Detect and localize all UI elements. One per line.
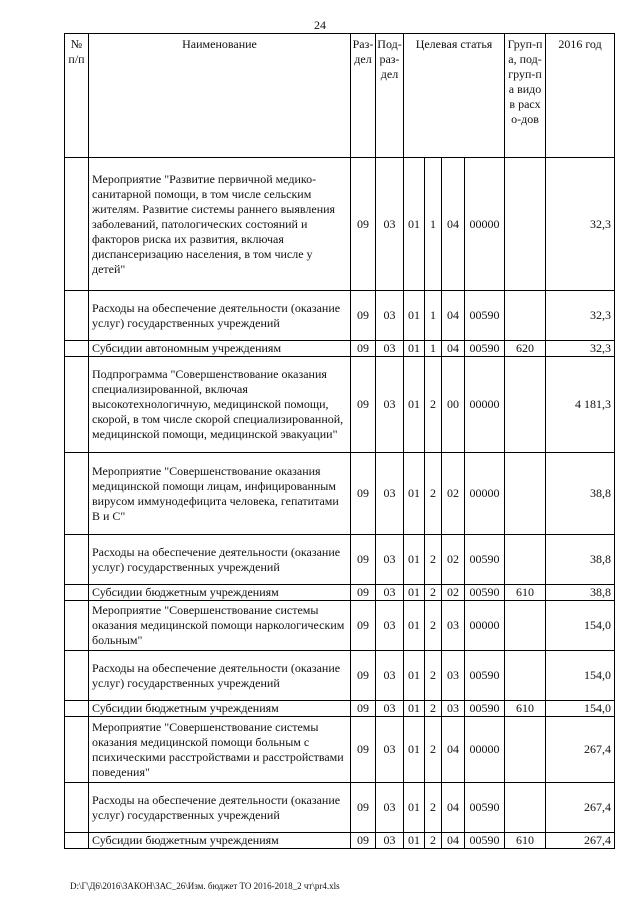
cell-name: Подпрограмма "Совершенствование оказания специализированной, включая высокотехнологичную, медицинской помощи, скорой, в том числе скорой специализированной, медицинской помощи, медицинской эвакуации" bbox=[89, 357, 351, 453]
cell-target-3: 04 bbox=[442, 833, 465, 849]
cell-num bbox=[65, 453, 89, 535]
cell-podrazdel: 03 bbox=[376, 783, 404, 833]
cell-target-1: 01 bbox=[404, 783, 425, 833]
budget-table bbox=[64, 33, 615, 849]
cell-target-4: 00590 bbox=[465, 341, 505, 357]
cell-razdel: 09 bbox=[351, 357, 376, 453]
cell-amount: 267,4 bbox=[546, 783, 615, 833]
cell-name: Субсидии автономным учреждениям bbox=[89, 341, 351, 357]
cell-num bbox=[65, 535, 89, 585]
cell-amount: 32,3 bbox=[546, 291, 615, 341]
cell-target-1: 01 bbox=[404, 357, 425, 453]
cell-target-2: 2 bbox=[425, 701, 442, 717]
cell-num bbox=[65, 651, 89, 701]
cell-name: Расходы на обеспечение деятельности (оказание услуг) государственных учреждений bbox=[89, 783, 351, 833]
table-row bbox=[65, 701, 615, 717]
cell-podrazdel: 03 bbox=[376, 158, 404, 291]
cell-name: Мероприятие "Развитие первичной медико-санитарной помощи, в том числе сельским жителям. Развитие системы раннего выявления заболеваний, патологических состояний и факторов риска их развития, включая диспансеризацию населения, в том числе у детей" bbox=[89, 158, 351, 291]
table-row bbox=[65, 717, 615, 783]
cell-target-3: 03 bbox=[442, 701, 465, 717]
cell-target-1: 01 bbox=[404, 585, 425, 601]
table-row bbox=[65, 291, 615, 341]
cell-amount: 267,4 bbox=[546, 833, 615, 849]
cell-name: Мероприятие "Совершенствование системы оказания медицинской помощи больным с психическими расстройствами и расстройствами поведения" bbox=[89, 717, 351, 783]
cell-name: Субсидии бюджетным учреждениям bbox=[89, 701, 351, 717]
cell-target-4: 00000 bbox=[465, 158, 505, 291]
table-row bbox=[65, 783, 615, 833]
cell-razdel: 09 bbox=[351, 833, 376, 849]
cell-amount: 154,0 bbox=[546, 701, 615, 717]
header-group: Груп-па, под-груп-па видов расхо-дов bbox=[505, 34, 546, 158]
cell-podrazdel: 03 bbox=[376, 585, 404, 601]
cell-target-3: 04 bbox=[442, 291, 465, 341]
cell-target-2: 1 bbox=[425, 158, 442, 291]
cell-podrazdel: 03 bbox=[376, 291, 404, 341]
cell-podrazdel: 03 bbox=[376, 535, 404, 585]
cell-target-3: 02 bbox=[442, 535, 465, 585]
cell-target-2: 2 bbox=[425, 651, 442, 701]
cell-target-2: 1 bbox=[425, 291, 442, 341]
cell-target-3: 04 bbox=[442, 783, 465, 833]
cell-target-2: 2 bbox=[425, 833, 442, 849]
cell-podrazdel: 03 bbox=[376, 341, 404, 357]
cell-num bbox=[65, 701, 89, 717]
cell-podrazdel: 03 bbox=[376, 651, 404, 701]
cell-target-1: 01 bbox=[404, 341, 425, 357]
cell-group bbox=[505, 357, 546, 453]
cell-name: Мероприятие "Совершенствование системы оказания медицинской помощи наркологическим больным" bbox=[89, 601, 351, 651]
cell-target-4: 00000 bbox=[465, 717, 505, 783]
cell-name: Мероприятие "Совершенствование оказания медицинской помощи лицам, инфицированным вирусом иммунодефицита человека, гепатитами В и С" bbox=[89, 453, 351, 535]
cell-amount: 38,8 bbox=[546, 535, 615, 585]
cell-target-2: 1 bbox=[425, 341, 442, 357]
cell-name: Субсидии бюджетным учреждениям bbox=[89, 585, 351, 601]
table-row bbox=[65, 651, 615, 701]
cell-target-1: 01 bbox=[404, 833, 425, 849]
cell-razdel: 09 bbox=[351, 601, 376, 651]
cell-group bbox=[505, 158, 546, 291]
cell-num bbox=[65, 585, 89, 601]
table-row bbox=[65, 535, 615, 585]
cell-podrazdel: 03 bbox=[376, 833, 404, 849]
table-row bbox=[65, 453, 615, 535]
cell-razdel: 09 bbox=[351, 535, 376, 585]
cell-target-3: 03 bbox=[442, 601, 465, 651]
cell-target-4: 00000 bbox=[465, 453, 505, 535]
cell-target-2: 2 bbox=[425, 453, 442, 535]
cell-target-1: 01 bbox=[404, 535, 425, 585]
cell-group bbox=[505, 601, 546, 651]
cell-target-1: 01 bbox=[404, 158, 425, 291]
table-row bbox=[65, 585, 615, 601]
cell-target-3: 04 bbox=[442, 158, 465, 291]
cell-target-1: 01 bbox=[404, 701, 425, 717]
header-year: 2016 год bbox=[546, 34, 615, 158]
cell-num bbox=[65, 291, 89, 341]
page-number: 24 bbox=[314, 18, 326, 32]
cell-razdel: 09 bbox=[351, 158, 376, 291]
cell-name: Расходы на обеспечение деятельности (оказание услуг) государственных учреждений bbox=[89, 535, 351, 585]
cell-amount: 4 181,3 bbox=[546, 357, 615, 453]
cell-target-3: 02 bbox=[442, 585, 465, 601]
table-body bbox=[65, 158, 615, 849]
cell-group bbox=[505, 717, 546, 783]
cell-target-2: 2 bbox=[425, 601, 442, 651]
cell-target-2: 2 bbox=[425, 717, 442, 783]
cell-razdel: 09 bbox=[351, 651, 376, 701]
cell-target-1: 01 bbox=[404, 717, 425, 783]
cell-target-4: 00590 bbox=[465, 783, 505, 833]
cell-amount: 32,3 bbox=[546, 158, 615, 291]
header-num: № п/п bbox=[65, 34, 89, 158]
cell-target-4: 00590 bbox=[465, 535, 505, 585]
cell-target-4: 00000 bbox=[465, 601, 505, 651]
cell-num bbox=[65, 717, 89, 783]
cell-podrazdel: 03 bbox=[376, 357, 404, 453]
table-row bbox=[65, 833, 615, 849]
header-razdel: Раз-дел bbox=[351, 34, 376, 158]
cell-num bbox=[65, 833, 89, 849]
cell-target-4: 00590 bbox=[465, 291, 505, 341]
table-row bbox=[65, 357, 615, 453]
cell-target-4: 00590 bbox=[465, 651, 505, 701]
cell-target-3: 02 bbox=[442, 453, 465, 535]
cell-target-2: 2 bbox=[425, 357, 442, 453]
cell-amount: 267,4 bbox=[546, 717, 615, 783]
cell-name: Субсидии бюджетным учреждениям bbox=[89, 833, 351, 849]
footer-file-path: D:\Г\Д6\2016\ЗАКОН\ЗАС_26\Изм. бюджет ТО 2016-2018_2 чт\pr4.xls bbox=[70, 881, 340, 891]
cell-name: Расходы на обеспечение деятельности (оказание услуг) государственных учреждений bbox=[89, 291, 351, 341]
cell-target-2: 2 bbox=[425, 535, 442, 585]
cell-target-3: 04 bbox=[442, 341, 465, 357]
cell-name: Расходы на обеспечение деятельности (оказание услуг) государственных учреждений bbox=[89, 651, 351, 701]
header-podrazdel: Под-раз-дел bbox=[376, 34, 404, 158]
cell-razdel: 09 bbox=[351, 783, 376, 833]
cell-group bbox=[505, 291, 546, 341]
cell-podrazdel: 03 bbox=[376, 717, 404, 783]
cell-podrazdel: 03 bbox=[376, 453, 404, 535]
table-row bbox=[65, 341, 615, 357]
header-name: Наименование bbox=[89, 34, 351, 158]
cell-num bbox=[65, 783, 89, 833]
cell-podrazdel: 03 bbox=[376, 601, 404, 651]
cell-num bbox=[65, 341, 89, 357]
cell-group: 620 bbox=[505, 341, 546, 357]
cell-amount: 154,0 bbox=[546, 601, 615, 651]
cell-group bbox=[505, 783, 546, 833]
cell-razdel: 09 bbox=[351, 585, 376, 601]
cell-target-2: 2 bbox=[425, 783, 442, 833]
header-target: Целевая статья bbox=[404, 34, 505, 158]
table-header-row bbox=[65, 34, 615, 158]
table-row bbox=[65, 601, 615, 651]
cell-group: 610 bbox=[505, 833, 546, 849]
cell-group: 610 bbox=[505, 701, 546, 717]
cell-target-1: 01 bbox=[404, 651, 425, 701]
cell-num bbox=[65, 601, 89, 651]
table-row bbox=[65, 158, 615, 291]
cell-target-3: 03 bbox=[442, 651, 465, 701]
cell-group: 610 bbox=[505, 585, 546, 601]
cell-target-3: 00 bbox=[442, 357, 465, 453]
cell-podrazdel: 03 bbox=[376, 701, 404, 717]
cell-target-4: 00590 bbox=[465, 585, 505, 601]
cell-target-1: 01 bbox=[404, 453, 425, 535]
cell-razdel: 09 bbox=[351, 453, 376, 535]
cell-amount: 38,8 bbox=[546, 585, 615, 601]
cell-razdel: 09 bbox=[351, 701, 376, 717]
cell-target-4: 00000 bbox=[465, 357, 505, 453]
cell-target-2: 2 bbox=[425, 585, 442, 601]
cell-target-3: 04 bbox=[442, 717, 465, 783]
cell-razdel: 09 bbox=[351, 717, 376, 783]
cell-target-1: 01 bbox=[404, 601, 425, 651]
cell-amount: 154,0 bbox=[546, 651, 615, 701]
cell-target-4: 00590 bbox=[465, 833, 505, 849]
cell-razdel: 09 bbox=[351, 291, 376, 341]
cell-target-4: 00590 bbox=[465, 701, 505, 717]
cell-group bbox=[505, 651, 546, 701]
cell-num bbox=[65, 357, 89, 453]
cell-target-1: 01 bbox=[404, 291, 425, 341]
cell-group bbox=[505, 453, 546, 535]
cell-razdel: 09 bbox=[351, 341, 376, 357]
cell-num bbox=[65, 158, 89, 291]
cell-group bbox=[505, 535, 546, 585]
cell-amount: 38,8 bbox=[546, 453, 615, 535]
cell-amount: 32,3 bbox=[546, 341, 615, 357]
